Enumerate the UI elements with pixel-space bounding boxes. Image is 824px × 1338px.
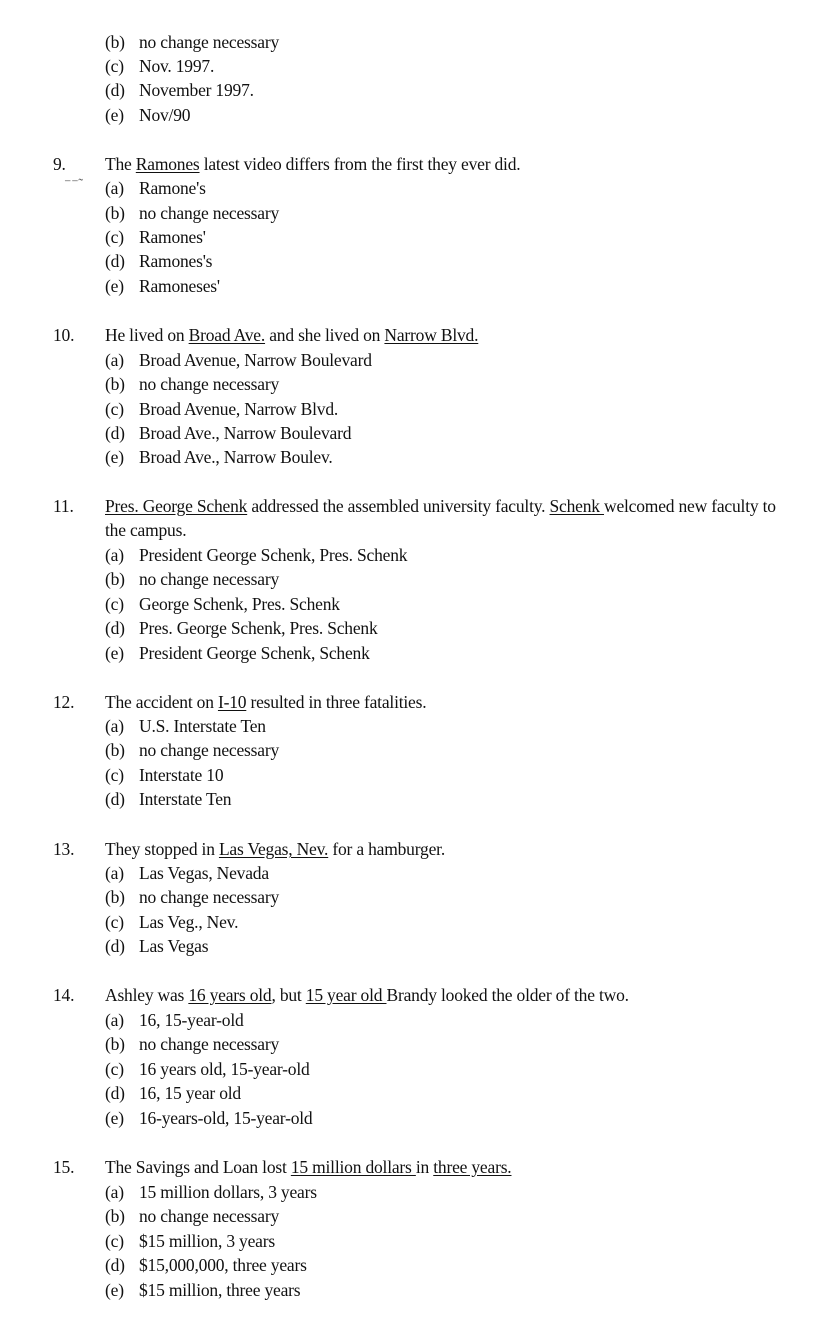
option-14b: (b) no change necessary <box>105 1034 280 1054</box>
question-11-text: Pres. George Schenk addressed the assembled university faculty. Schenk welcomed new faculty to the campus. <box>105 496 776 540</box>
option-14e: (e) 16-years-old, 15-year-old <box>105 1108 313 1128</box>
underlined-term: I-10 <box>217 692 247 712</box>
option-14d: (d) 16, 15 year old <box>105 1083 241 1103</box>
option-13a: (a) Las Vegas, Nevada <box>105 863 269 883</box>
option-fragment-d <box>105 80 254 100</box>
option-9d: (d) Ramones's <box>105 251 213 271</box>
option-text: Nov. 1997. <box>139 56 215 76</box>
option-9c: (c) Ramones' <box>105 227 206 247</box>
underlined-term: Pres. George Schenk <box>105 496 248 516</box>
underlined-term: Ramones <box>135 154 200 174</box>
option-15a: (a) 15 million dollars, 3 years <box>105 1182 317 1202</box>
option-text: November 1997. <box>139 80 254 100</box>
underlined-term: 16 years old <box>188 985 272 1005</box>
option-15c: (c) $15 million, 3 years <box>105 1231 275 1251</box>
option-11a: (a) President George Schenk, Pres. Schenk <box>105 545 408 565</box>
option-text: Nov/90 <box>139 105 191 125</box>
question-number: 11. <box>53 496 74 516</box>
option-15d: (d) $15,000,000, three years <box>105 1255 307 1275</box>
option-14c: (c) 16 years old, 15-year-old <box>105 1059 310 1079</box>
option-13b: (b) no change necessary <box>105 887 280 907</box>
underlined-term: Las Vegas, Nev. <box>218 839 329 859</box>
option-9a: (a) Ramone's <box>105 178 206 198</box>
underlined-term: three years. <box>433 1157 512 1177</box>
option-13c: (c) Las Veg., Nev. <box>105 912 239 932</box>
question-13-text: They stopped in Las Vegas, Nev. for a hamburger. <box>105 839 445 859</box>
option-9e: (e) Ramoneses' <box>105 276 220 296</box>
option-11d: (d) Pres. George Schenk, Pres. Schenk <box>105 618 378 638</box>
option-15b: (b) no change necessary <box>105 1206 280 1226</box>
option-fragment-c <box>105 56 214 76</box>
option-14a: (a) 16, 15-year-old <box>105 1010 244 1030</box>
option-11c: (c) George Schenk, Pres. Schenk <box>105 594 340 614</box>
option-10e: (e) Broad Ave., Narrow Boulev. <box>105 447 333 467</box>
underlined-term: 15 year old <box>305 985 387 1005</box>
option-12d: (d) Interstate Ten <box>105 789 232 809</box>
underlined-term: Broad Ave. <box>188 325 266 345</box>
option-10a: (a) Broad Avenue, Narrow Boulevard <box>105 350 372 370</box>
question-15-text: The Savings and Loan lost 15 million dollars in three years. <box>105 1157 512 1177</box>
option-13d: (d) Las Vegas <box>105 936 209 956</box>
option-label: (d) <box>105 80 125 100</box>
underlined-term: Narrow Blvd. <box>384 325 479 345</box>
question-number: 12. <box>53 692 75 712</box>
option-label: (e) <box>105 105 124 125</box>
underlined-term: Schenk <box>549 496 605 516</box>
option-label: (c) <box>105 56 124 76</box>
question-number: 14. <box>53 985 75 1005</box>
question-12-text: The accident on I-10 resulted in three fatalities. <box>105 692 427 712</box>
option-15e: (e) $15 million, three years <box>105 1280 301 1300</box>
option-11e: (e) President George Schenk, Schenk <box>105 643 370 663</box>
question-number: 13. <box>53 839 75 859</box>
question-number: 9. <box>53 154 66 174</box>
option-fragment-e <box>105 105 190 125</box>
question-number: 15. <box>53 1157 75 1177</box>
option-11b: (b) no change necessary <box>105 569 280 589</box>
option-9b: (b) no change necessary <box>105 203 280 223</box>
option-12a: (a) U.S. Interstate Ten <box>105 716 266 736</box>
question-10-text: He lived on Broad Ave. and she lived on Narrow Blvd. <box>105 325 479 345</box>
option-10d: (d) Broad Ave., Narrow Boulevard <box>105 423 352 443</box>
option-12b: (b) no change necessary <box>105 740 280 760</box>
option-label: (b) <box>105 32 125 52</box>
option-fragment-b <box>105 32 279 52</box>
option-12c: (c) Interstate 10 <box>105 765 224 785</box>
pencil-mark-icon: ⁻⁻˜ <box>64 177 83 192</box>
option-text: no change necessary <box>139 32 280 52</box>
option-10c: (c) Broad Avenue, Narrow Blvd. <box>105 399 339 419</box>
option-10b: (b) no change necessary <box>105 374 280 394</box>
underlined-term: 15 million dollars <box>290 1157 416 1177</box>
question-14-text: Ashley was 16 years old, but 15 year old Brandy looked the older of the two. <box>105 985 629 1005</box>
question-9-text: The Ramones latest video differs from the first they ever did. <box>105 154 521 174</box>
question-number: 10. <box>53 325 75 345</box>
